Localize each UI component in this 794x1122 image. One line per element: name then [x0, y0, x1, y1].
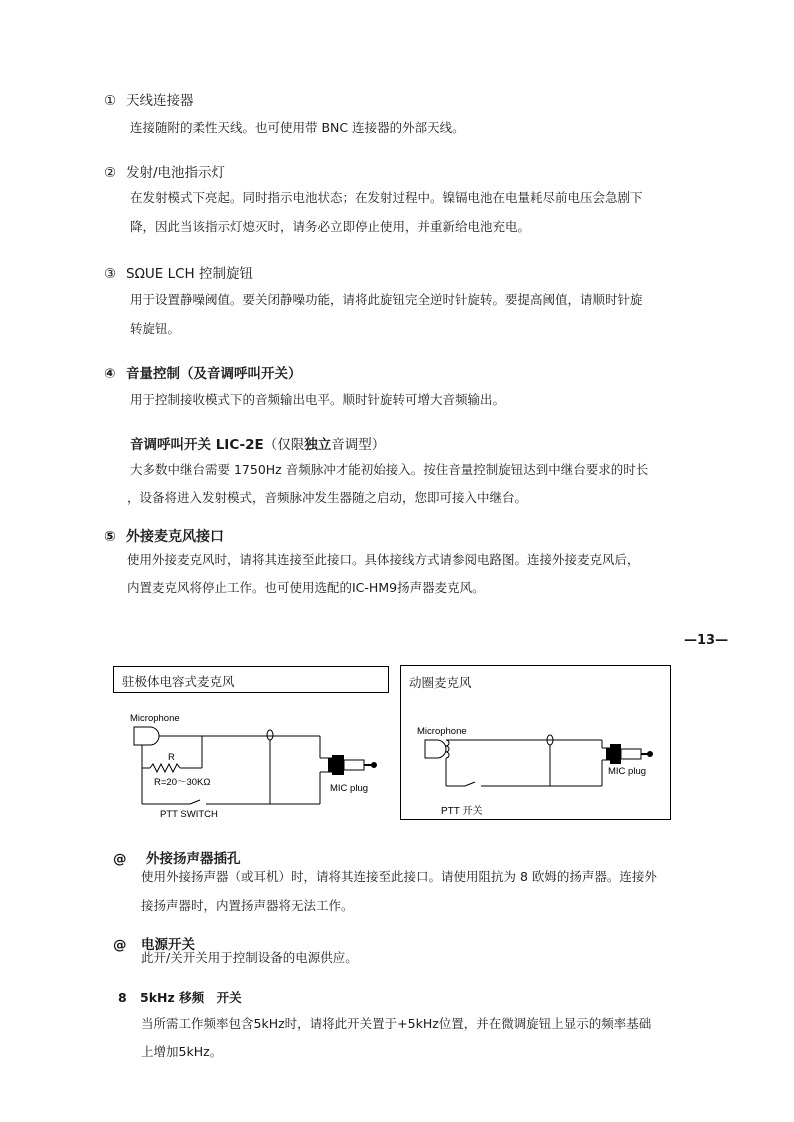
- section-1-line-1: 连接随附的柔性天线。也可使用带 BNC 连接器的外部天线。: [130, 120, 465, 135]
- ptt-switch-label: PTT SWITCH: [160, 809, 218, 820]
- section-3-marker: ③: [104, 266, 117, 282]
- section-8-line-1: 当所需工作频率包含5kHz时，请将此开关置于+5kHz位置，并在微调旋钮上显示的频率基础: [141, 1016, 652, 1031]
- section-1-marker: ①: [104, 93, 117, 109]
- section-5-line-1: 使用外接麦克风时，请将其连接至此接口。具体接线方式请参阅电路图。连接外接麦克风后，: [127, 552, 640, 567]
- section-5-heading: [104, 526, 224, 546]
- microphone-symbol: [134, 727, 159, 745]
- section-5-line-2: 内置麦克风将停止工作。也可使用选配的IC-HM9扬声器麦克风。: [127, 580, 485, 595]
- tone-call-line-1: 大多数中继台需要 1750Hz 音频脉冲才能初始接入。按住音量控制旋钮达到中继台要求的时长: [130, 462, 649, 477]
- section-5-marker: ⑤: [104, 529, 116, 545]
- section-4-heading: [104, 362, 302, 382]
- section-2-line-1: 在发射模式下亮起。同时指示电池状态；在发射过程中。镍镉电池在电量耗尽前电压会急剧下: [130, 190, 643, 205]
- section-3-line-1: 用于设置静噪阈值。要关闭静噪功能，请将此旋钮完全逆时针旋转。要提高阈值，请顺时针旋: [130, 292, 643, 307]
- section-8-marker: 8: [118, 990, 127, 1005]
- section-4-line-1: 用于控制接收模式下的音频输出电平。顺时针旋转可增大音频输出。: [130, 392, 506, 407]
- electret-mic-circuit: [120, 700, 390, 825]
- ptt-switch-symbol: [190, 800, 200, 804]
- right-mic-plug-label: MIC plug: [608, 766, 647, 777]
- resistor-symbol: [150, 764, 180, 772]
- section-8-line-2: 上增加5kHz。: [141, 1044, 223, 1059]
- resistor-label: R: [168, 752, 175, 763]
- left-diagram-title-box: [113, 666, 389, 693]
- section-3-heading: [104, 262, 253, 282]
- section-2-title: 发射/电池指示灯: [126, 165, 226, 181]
- page-number: —13—: [684, 633, 729, 648]
- section-7-title: 电源开关: [141, 937, 195, 953]
- section-3-line-2: 转旋钮。: [130, 321, 181, 336]
- section-7-marker: @: [113, 937, 127, 953]
- section-7-line-1: 此开/关开关用于控制设备的电源供应。: [141, 950, 358, 965]
- resistor-value-label: R=20～30KΩ: [154, 777, 211, 788]
- section-6-marker: @: [113, 851, 127, 867]
- right-diagram-title: 动圈麦克风: [409, 675, 472, 690]
- section-2-marker: ②: [104, 165, 117, 181]
- section-3-title: SΩUE LCH 控制旋钮: [126, 266, 253, 282]
- section-4-marker: ④: [104, 366, 116, 382]
- section-6-line-2: 接扬声器时，内置扬声器将无法工作。: [141, 898, 354, 913]
- section-8-title: 5kHz 移频 开关: [140, 990, 242, 1005]
- dynamic-mic-plug-symbol: [606, 744, 653, 764]
- dynamic-mic-circuit: [405, 720, 667, 818]
- section-6-line-1: 使用外接扬声器（或耳机）时，请将其连接至此接口。请使用阻抗为 8 欧姆的扬声器。连接外: [141, 869, 657, 884]
- dynamic-microphone-symbol: [425, 740, 446, 758]
- tone-call-title: 音调呼叫开关 LIC-2E: [130, 437, 264, 453]
- section-5-title: 外接麦克风接口: [126, 529, 224, 545]
- dynamic-ptt-switch-symbol: [465, 782, 475, 786]
- tone-call-heading: [130, 433, 385, 453]
- section-2-line-2: 降，因此当该指示灯熄灭时，请务必立即停止使用，并重新给电池充电。: [130, 219, 531, 234]
- tone-call-line-2: ，设备将进入发射模式，音频脉冲发生器随之启动，您即可接入中继台。: [127, 490, 528, 505]
- tone-call-note-b: 音调型）: [331, 437, 386, 453]
- section-2-heading: [104, 161, 225, 181]
- left-mic-plug-label: MIC plug: [330, 783, 369, 794]
- section-4-title: 音量控制（及音调呼叫开关）: [126, 366, 302, 382]
- right-microphone-label: Microphone: [417, 726, 467, 737]
- mic-plug-symbol: [328, 755, 377, 775]
- section-8-heading: [118, 988, 242, 1006]
- tone-call-note-strong: 独立: [304, 437, 332, 453]
- section-1-title: 天线连接器: [126, 93, 194, 109]
- section-6-title: 外接扬声器插孔: [146, 851, 241, 867]
- section-6-heading: [113, 847, 241, 867]
- right-ptt-label: PTT 开关: [441, 806, 483, 817]
- tone-call-note-a: （仅限: [263, 437, 305, 453]
- section-1-heading: [104, 89, 194, 109]
- left-microphone-label: Microphone: [130, 713, 180, 724]
- left-diagram-title: 驻极体电容式麦克风: [122, 674, 235, 689]
